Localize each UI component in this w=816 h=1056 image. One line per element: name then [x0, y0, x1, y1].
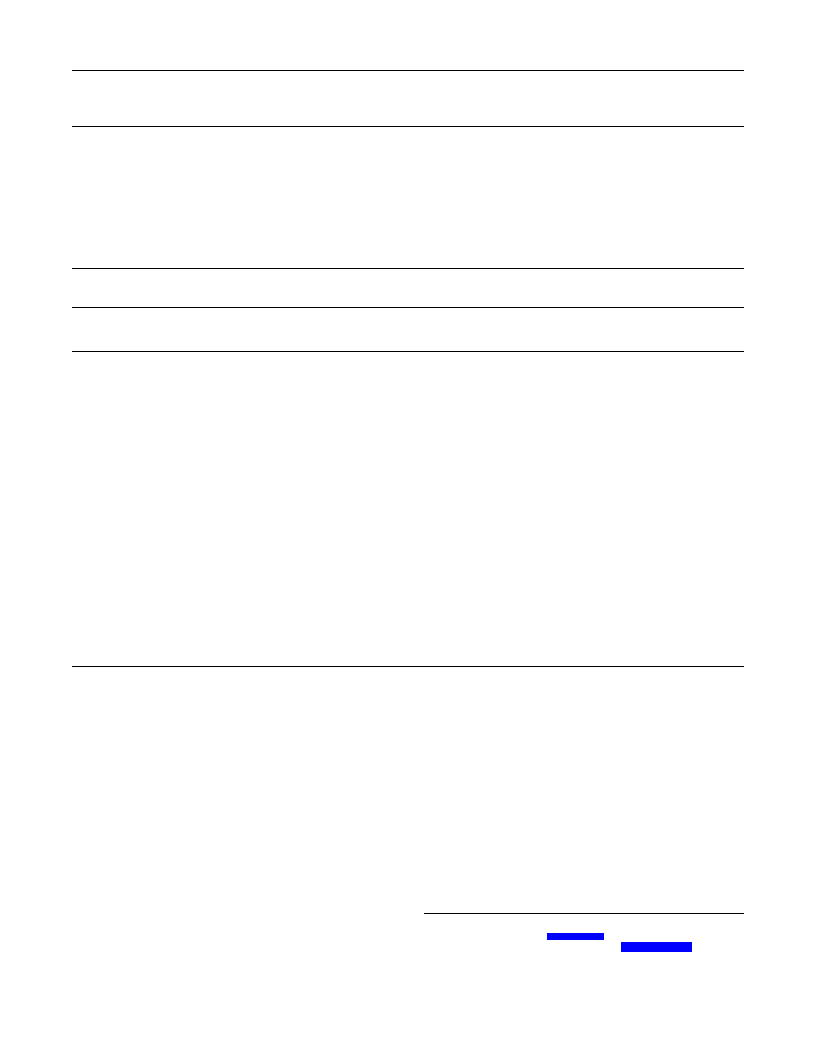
section-divider — [72, 307, 744, 308]
hyperlink-block[interactable] — [547, 933, 604, 940]
section-divider — [72, 126, 744, 127]
hyperlink-block[interactable] — [621, 942, 692, 952]
signature-line — [424, 913, 744, 914]
section-divider — [72, 351, 744, 352]
section-divider-top — [72, 70, 744, 71]
section-divider — [72, 268, 744, 269]
section-divider — [72, 666, 744, 667]
